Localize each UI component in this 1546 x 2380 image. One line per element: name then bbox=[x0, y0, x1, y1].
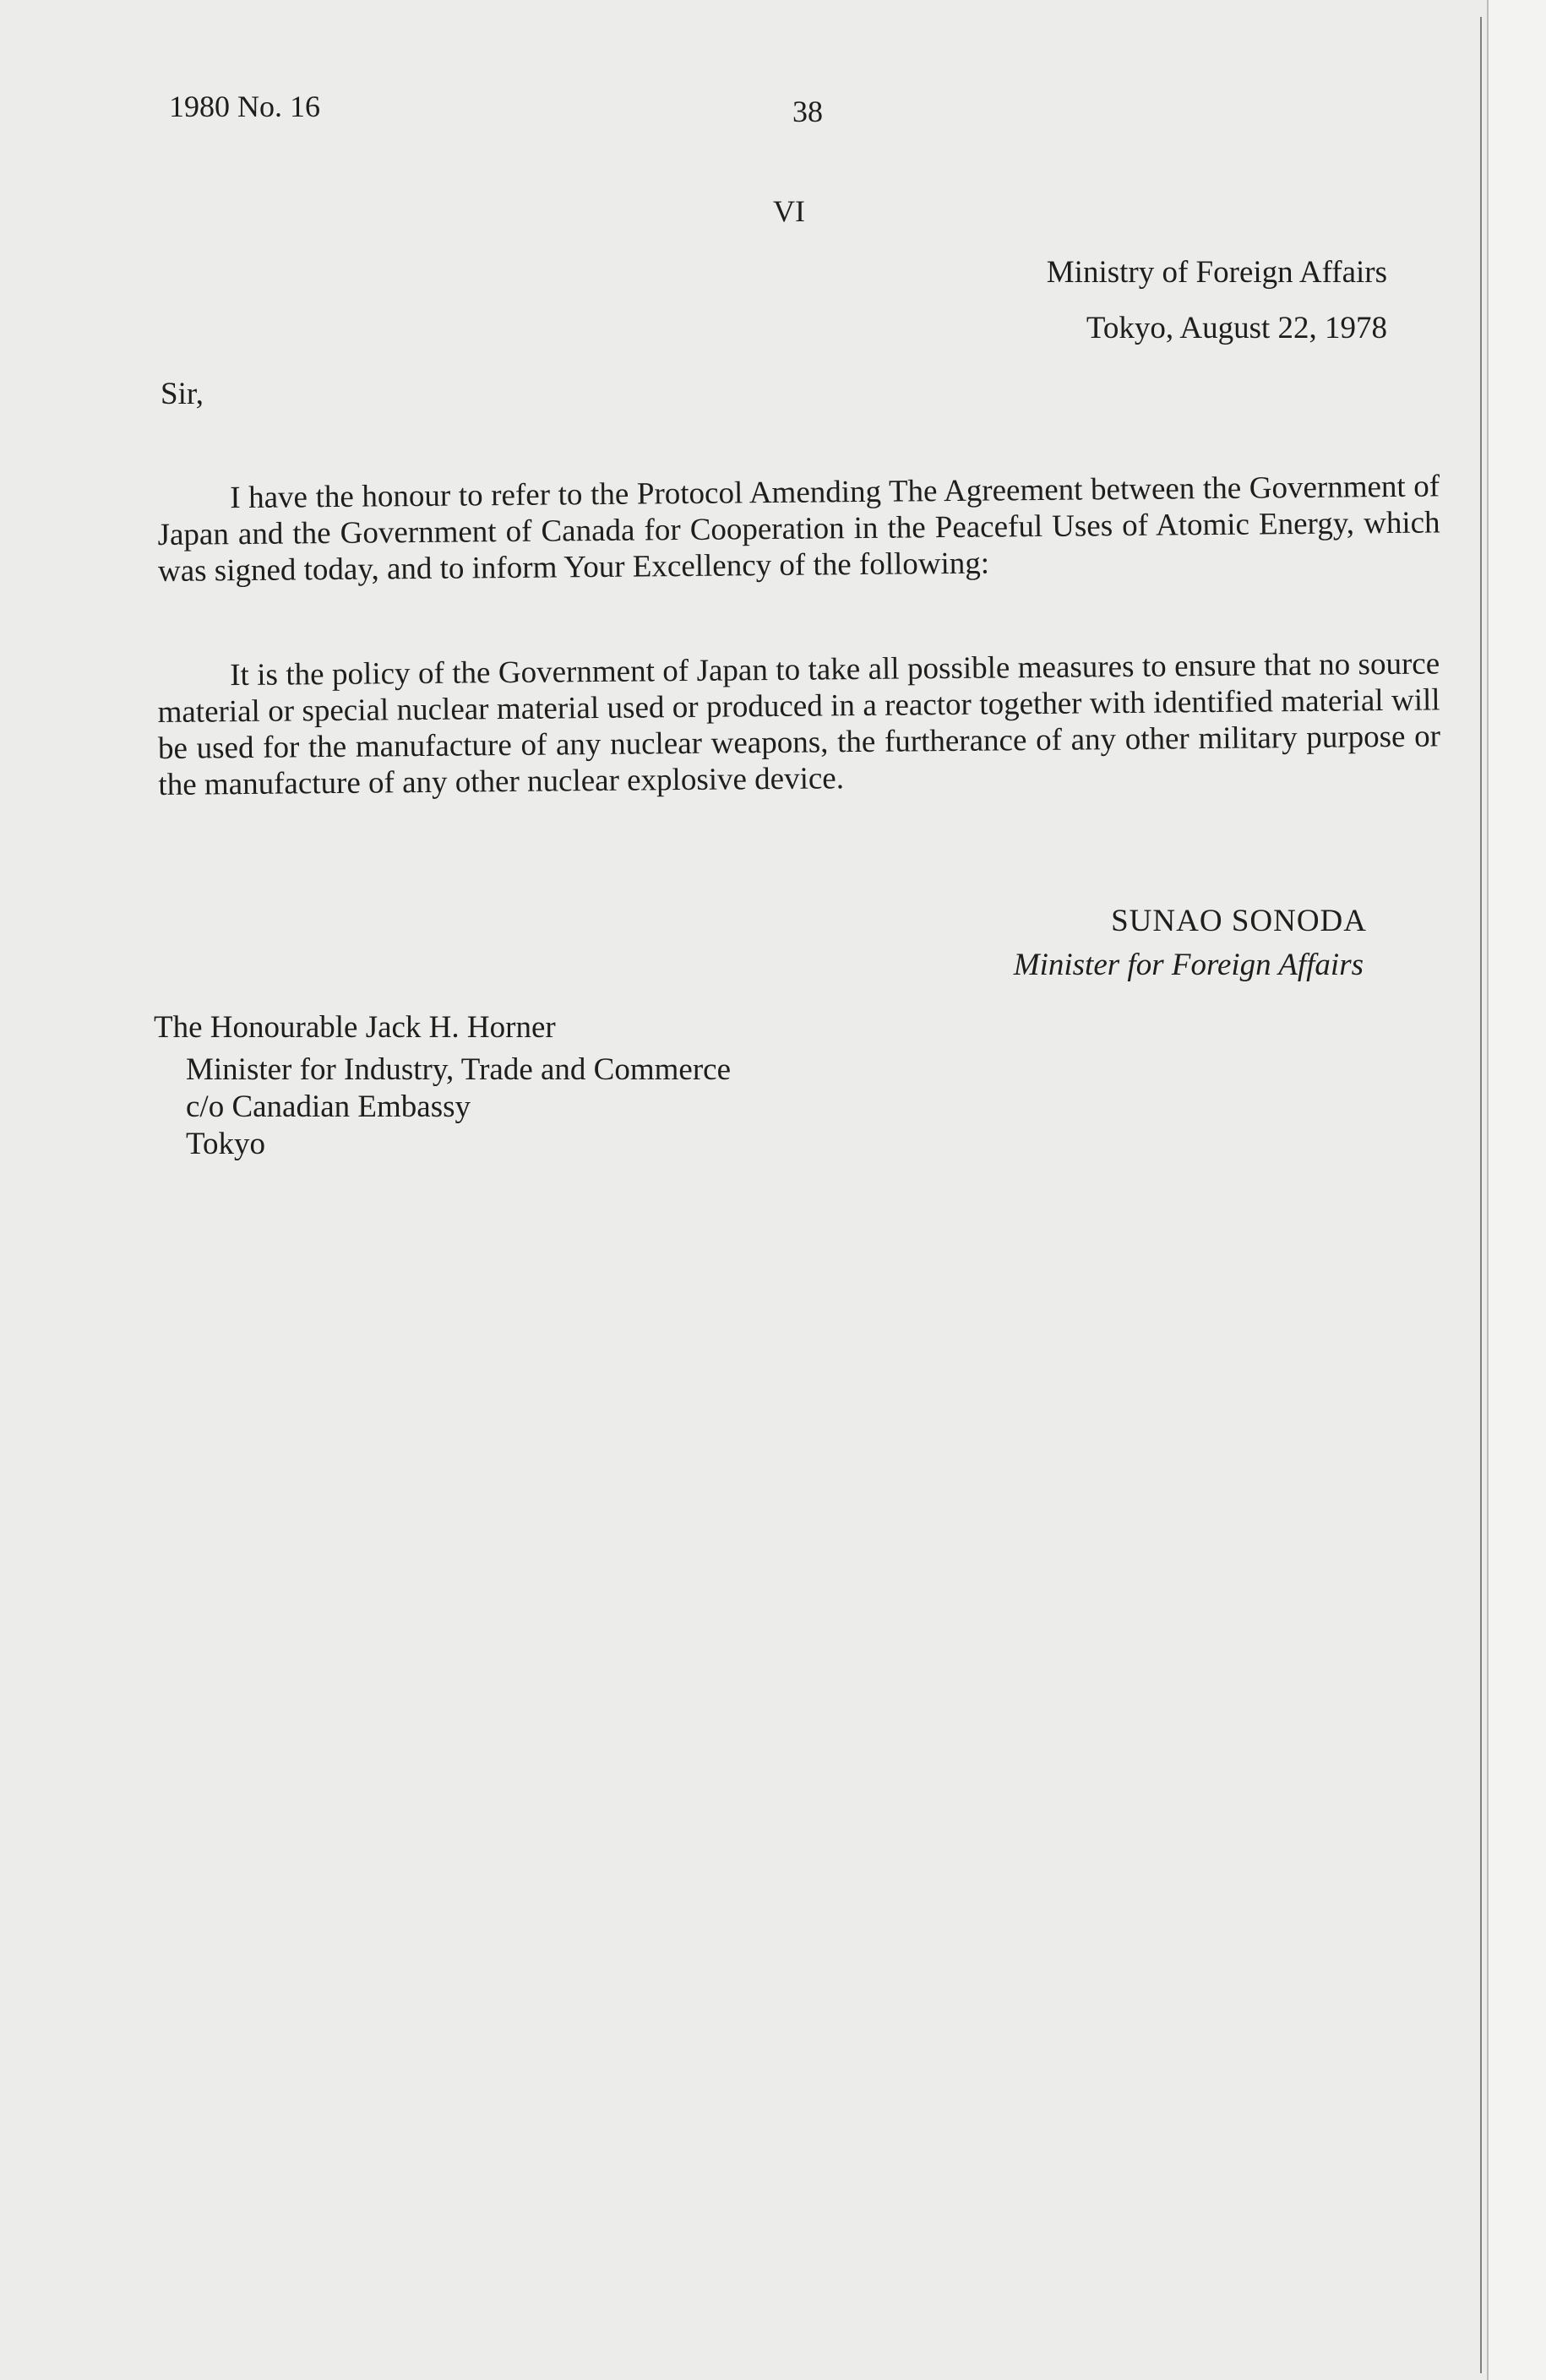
sender-place-date: Tokyo, August 22, 1978 bbox=[1086, 311, 1387, 345]
addressee-name: The Honourable Jack H. Horner bbox=[154, 1010, 556, 1045]
page-gutter bbox=[1487, 0, 1546, 2380]
addressee-position: Minister for Industry, Trade and Commerce bbox=[186, 1052, 731, 1087]
binding-edge bbox=[1480, 17, 1482, 2373]
salutation: Sir, bbox=[161, 377, 204, 411]
addressee-city: Tokyo bbox=[186, 1127, 266, 1161]
page-number: 38 bbox=[792, 95, 823, 128]
sender-ministry: Ministry of Foreign Affairs bbox=[1046, 255, 1387, 290]
body-paragraph-1: I have the honour to refer to the Protocol Amending The Agreement between the Government of Japan and the Government of Canada for Cooperation in the Peaceful Uses of Atomic Energy, which was signed today, and to inform Your Excellency of the following: bbox=[157, 469, 1440, 589]
signatory-title: Minister for Foreign Affairs bbox=[1013, 948, 1364, 982]
body-paragraph-2: It is the policy of the Government of Japan to take all possible measures to ensure that no source material or special nuclear material used or produced in a reactor together with identified material will be used for the manufacture of any nuclear weapons, the furtherance of any other military purpose or the manufacture of any other nuclear explosive device. bbox=[157, 646, 1441, 802]
addressee-care-of: c/o Canadian Embassy bbox=[186, 1089, 471, 1124]
signatory-name: SUNAO SONODA bbox=[1111, 904, 1367, 938]
section-numeral: VI bbox=[773, 194, 805, 228]
document-reference: 1980 No. 16 bbox=[169, 90, 320, 123]
